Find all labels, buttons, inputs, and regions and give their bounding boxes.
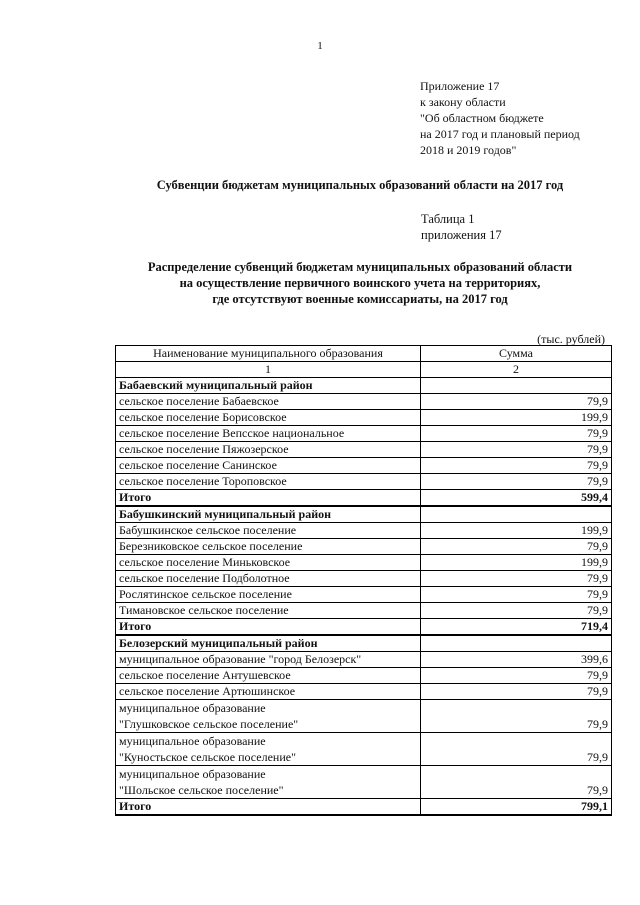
table-row <box>116 523 612 539</box>
total-amount: 719,4 <box>421 619 612 636</box>
total-row <box>116 799 612 816</box>
district-name: Бабаевский муниципальный район <box>116 378 421 394</box>
annex-line: "Об областном бюджете <box>420 111 544 125</box>
settlement-name-line: муниципальное образование <box>119 701 266 715</box>
distribution-title-line: Распределение субвенций бюджетам муниципальных образований области <box>147 260 573 274</box>
settlement-name: сельское поселение Бабаевское <box>116 394 421 410</box>
annex-line: 2018 и 2019 годов" <box>420 143 517 157</box>
settlement-amount: 199,9 <box>421 523 612 539</box>
table-column-numbers-row <box>116 362 612 378</box>
annex-line: Приложение 17 <box>420 79 500 93</box>
settlement-name: муниципальное образование "город Белозерск" <box>116 652 421 668</box>
table-row <box>116 700 612 733</box>
table-header-row <box>116 346 612 362</box>
distribution-title-line: на осуществление первичного воинского учета на территориях, <box>179 276 541 290</box>
header-name: Наименование муниципального образования <box>116 346 421 362</box>
settlement-name: сельское поселение Пяжозерское <box>116 442 421 458</box>
table-row <box>116 652 612 668</box>
settlement-amount: 79,9 <box>421 587 612 603</box>
settlement-name: сельское поселение Артюшинское <box>116 684 421 700</box>
settlement-name <box>116 700 421 733</box>
table-row <box>116 458 612 474</box>
table-row <box>116 684 612 700</box>
table-reference <box>421 211 502 243</box>
units-label: (тыс. рублей) <box>537 332 605 346</box>
table-row <box>116 668 612 684</box>
table-row <box>116 426 612 442</box>
settlement-name: Бабушкинское сельское поселение <box>116 523 421 539</box>
settlement-name: сельское поселение Вепсское национальное <box>116 426 421 442</box>
settlement-name-line: "Шольское сельское поселение" <box>119 783 284 797</box>
table-number: Таблица 1 <box>421 212 475 226</box>
settlement-amount: 79,9 <box>421 474 612 490</box>
district-empty <box>421 506 612 523</box>
settlement-name: Тимановское сельское поселение <box>116 603 421 619</box>
settlement-name: сельское поселение Миньковское <box>116 555 421 571</box>
annex-line: на 2017 год и плановый период <box>420 127 580 141</box>
table-row <box>116 571 612 587</box>
distribution-title <box>0 259 640 307</box>
settlement-name: сельское поселение Антушевское <box>116 668 421 684</box>
settlement-name: сельское поселение Санинское <box>116 458 421 474</box>
page-number: 1 <box>317 40 323 52</box>
district-row <box>116 635 612 652</box>
district-empty <box>421 635 612 652</box>
table-row <box>116 539 612 555</box>
settlement-name-line: муниципальное образование <box>119 767 266 781</box>
total-label: Итого <box>116 619 421 636</box>
settlement-amount: 79,9 <box>421 668 612 684</box>
settlement-amount: 79,9 <box>421 733 612 766</box>
total-label: Итого <box>116 490 421 507</box>
settlement-amount: 199,9 <box>421 555 612 571</box>
table-row <box>116 474 612 490</box>
settlement-amount: 79,9 <box>421 539 612 555</box>
settlement-name: Березниковское сельское поселение <box>116 539 421 555</box>
total-row <box>116 490 612 507</box>
settlement-name-line: "Куностьское сельское поселение" <box>119 750 296 764</box>
table-row <box>116 587 612 603</box>
settlement-name: сельское поселение Борисовское <box>116 410 421 426</box>
column-number-2: 2 <box>421 362 612 378</box>
settlement-amount: 199,9 <box>421 410 612 426</box>
annex-line: к закону области <box>420 95 506 109</box>
table-row <box>116 603 612 619</box>
table-row <box>116 410 612 426</box>
table-row <box>116 733 612 766</box>
settlement-name <box>116 766 421 799</box>
table-row <box>116 555 612 571</box>
settlement-amount: 79,9 <box>421 442 612 458</box>
subventions-table <box>115 345 612 816</box>
header-sum: Сумма <box>421 346 612 362</box>
settlement-amount: 79,9 <box>421 684 612 700</box>
district-empty <box>421 378 612 394</box>
settlement-amount: 79,9 <box>421 394 612 410</box>
district-row <box>116 378 612 394</box>
settlement-name-line: "Глушковское сельское поселение" <box>119 717 299 731</box>
settlement-name: Рослятинское сельское поселение <box>116 587 421 603</box>
district-name: Бабушкинский муниципальный район <box>116 506 421 523</box>
settlement-name: сельское поселение Тороповское <box>116 474 421 490</box>
settlement-amount: 79,9 <box>421 700 612 733</box>
settlement-amount: 79,9 <box>421 766 612 799</box>
table-row <box>116 394 612 410</box>
table-row <box>116 442 612 458</box>
total-label: Итого <box>116 799 421 816</box>
settlement-amount: 79,9 <box>421 603 612 619</box>
settlement-name <box>116 733 421 766</box>
district-row <box>116 506 612 523</box>
settlement-amount: 79,9 <box>421 426 612 442</box>
settlement-amount: 79,9 <box>421 571 612 587</box>
table-row <box>116 766 612 799</box>
annex-reference <box>420 78 580 158</box>
district-name: Белозерский муниципальный район <box>116 635 421 652</box>
settlement-name-line: муниципальное образование <box>119 734 266 748</box>
total-amount: 599,4 <box>421 490 612 507</box>
settlement-name: сельское поселение Подболотное <box>116 571 421 587</box>
total-amount: 799,1 <box>421 799 612 816</box>
settlement-amount: 79,9 <box>421 458 612 474</box>
distribution-title-line: где отсутствуют военные комиссариаты, на 2017 год <box>212 292 508 306</box>
settlement-amount: 399,6 <box>421 652 612 668</box>
column-number-1: 1 <box>116 362 421 378</box>
table-annex: приложения 17 <box>421 228 502 242</box>
document-title: Субвенции бюджетам муниципальных образований области на 2017 год <box>156 178 564 192</box>
total-row <box>116 619 612 636</box>
